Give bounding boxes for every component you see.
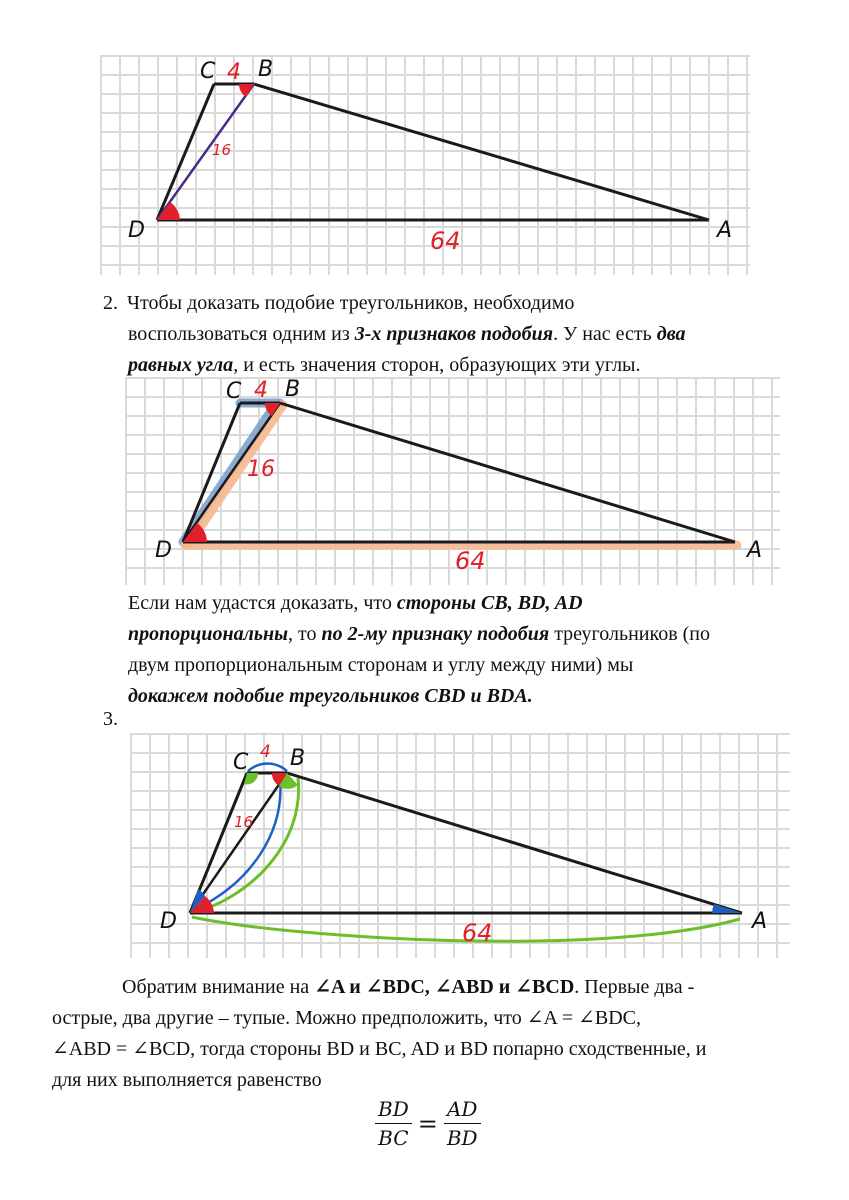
step-2-line-3-b: , и есть значения сторон, образующих эти углы. [233,354,641,376]
segment-ba [280,403,735,542]
vertex-label-b: B [285,377,301,402]
similarity-line-2-b: , то [287,623,322,645]
length-label-cb: 4 [254,378,268,403]
similarity-line-3: двум пропорциональным сторонам и углу между ними) мы [128,654,634,676]
figure-2-drawing [125,377,780,585]
angle-analysis [52,972,792,1096]
length-label-bd: 16 [234,813,254,831]
length-label-cb: 4 [227,60,241,85]
step-2-emphasis-criteria: 3-х признаков подобия [354,323,554,345]
blue-arc-cb [248,764,287,772]
angle-mark-b [239,84,254,97]
angle-line-1 [52,972,792,1003]
vertex-label-d: D [128,218,145,243]
vertex-label-c: C [200,59,216,84]
proportion-formula [375,1097,481,1150]
similarity-emphasis-conclusion: докажем подобие треугольников CBD и BDA. [128,685,533,707]
similarity-line-2-d: треугольников (по [549,623,711,645]
figure-2 [125,377,780,585]
length-label-ad: 64 [455,547,486,575]
figure-1-drawing [100,55,750,275]
vertex-label-c: C [233,750,249,775]
segment-ba [254,84,709,220]
step-2-line-2-a: воспользоваться одним из [128,323,355,345]
similarity-line-1-a: Если нам удастся доказать, что [128,592,397,614]
length-label-bd: 16 [247,457,275,482]
vertex-label-b: B [258,57,274,82]
step-2-number: 2. [103,292,118,314]
angle-line-1-c: . Первые два - [574,976,695,998]
fraction-left-denominator: BC [378,1126,409,1150]
fraction-left [375,1097,412,1150]
length-label-ad: 64 [430,227,461,255]
fraction-right [444,1097,481,1150]
length-label-bd: 16 [212,141,232,159]
figure-1 [100,55,750,275]
angle-line-3: ∠ABD = ∠BCD, тогда стороны BD и BC, AD и BD попарно сходственные, и [52,1038,707,1060]
length-label-cb: 4 [260,742,271,762]
step-2-emphasis-two: два [656,323,686,345]
vertex-label-a: A [717,218,733,243]
figure-3 [130,733,790,958]
step-2-line-2-c: . У нас есть [553,323,657,345]
vertex-label-d: D [160,909,177,934]
step-2-emphasis-equal-angles: равных угла [128,354,234,376]
step-2-text [103,288,823,381]
similarity-emphasis-sides: стороны CB, BD, AD [396,592,583,614]
similarity-line-4 [128,681,828,712]
fraction-right-numerator: AD [444,1097,481,1124]
angle-line-4: для них выполняется равенство [52,1069,322,1091]
similarity-line-2 [128,619,828,650]
step-2-line-2 [103,319,823,350]
step-3-number: 3. [103,708,118,730]
vertex-label-a: A [752,909,768,934]
angle-emphasis-pairs: ∠A и ∠BDC, ∠ABD и ∠BCD [314,976,575,998]
figure-3-drawing [130,733,790,958]
step-2-line-1 [103,288,823,319]
similarity-emphasis-proportional: пропорциональны [128,623,288,645]
angle-mark-a-blue [712,904,742,913]
green-arc-bd [192,778,299,913]
fraction-left-numerator: BD [375,1097,412,1124]
similarity-explanation [128,588,828,712]
vertex-label-b: B [290,746,306,771]
vertex-label-a: A [747,538,763,563]
vertex-label-d: D [155,538,172,563]
fraction-right-denominator: BD [446,1126,478,1150]
length-label-ad: 64 [462,919,493,947]
step-2-line-1-text: Чтобы доказать подобие треугольников, необходимо [127,292,575,314]
angle-line-2: острые, два другие – тупые. Можно предположить, что ∠A = ∠BDC, [52,1007,641,1029]
equals-sign: = [417,1109,438,1138]
segment-ba [287,773,742,913]
similarity-line-1 [128,588,828,619]
similarity-emphasis-criterion: по 2-му признаку подобия [321,623,550,645]
angle-line-1-a: Обратим внимание на [122,976,315,998]
vertex-label-c: C [226,379,242,404]
